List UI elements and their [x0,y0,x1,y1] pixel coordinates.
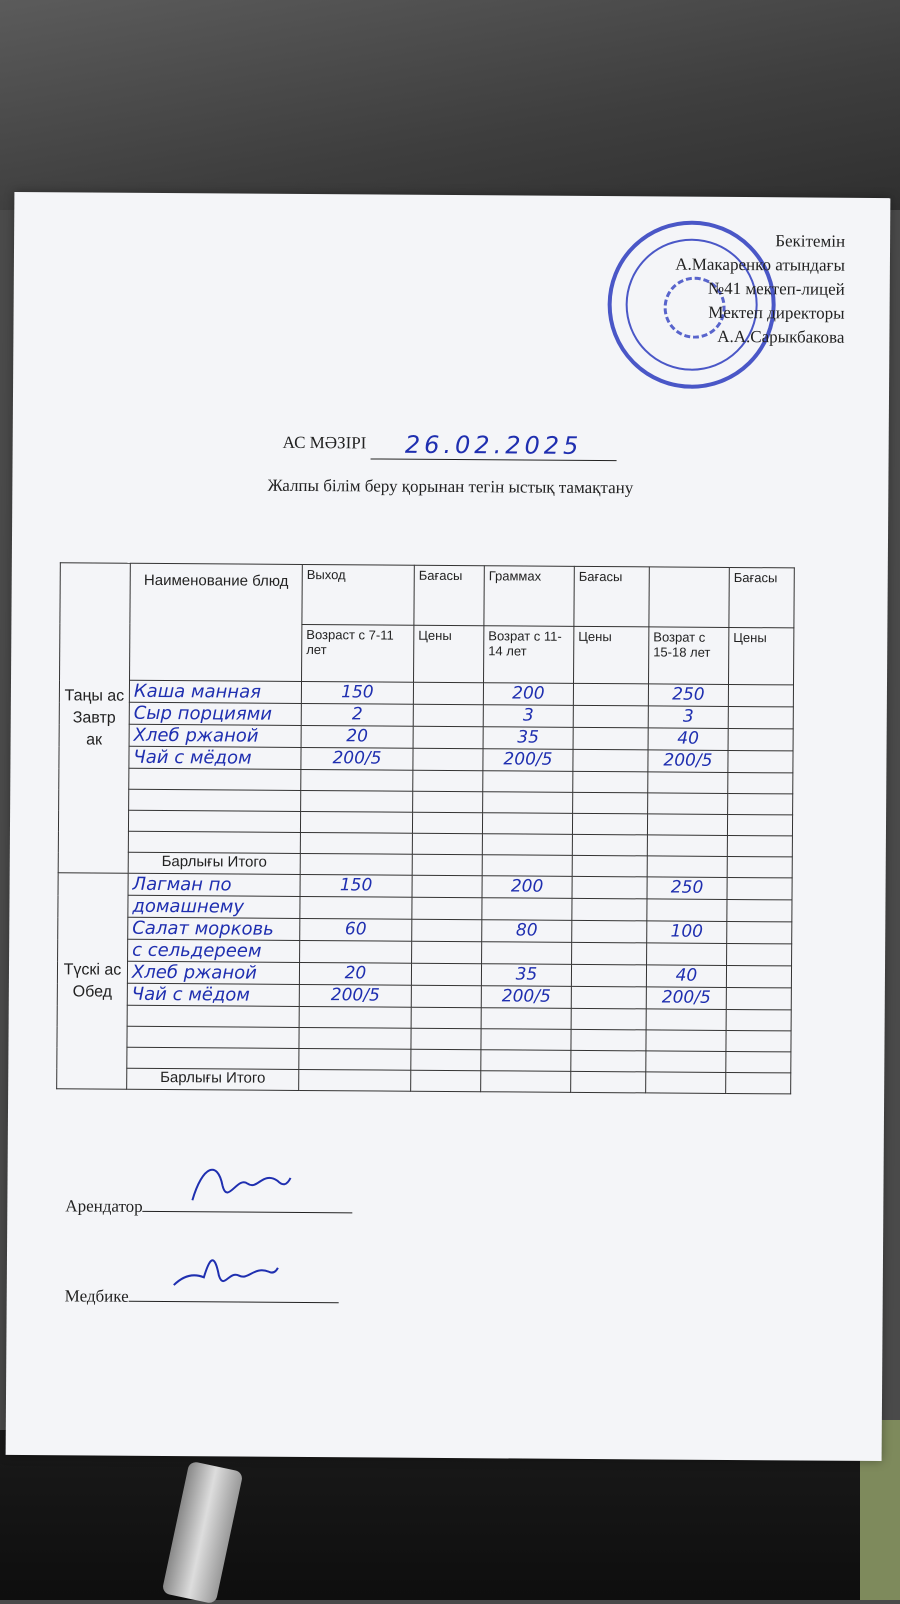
header-cell: Цены [414,625,484,682]
dish-name: Хлеб ржаной [131,961,257,984]
portion-11-14: 35 [515,964,538,985]
value-cell [481,964,571,987]
dish-name: Чай с мёдом [131,983,251,1006]
value-cell [301,747,413,770]
portion-7-11: 20 [344,963,367,984]
price-cell [728,684,793,706]
approval-line: Мектеп директоры [708,302,845,323]
approval-line: №41 мектеп-лицей [707,278,845,299]
dish-cell [129,680,301,703]
price-cell [727,921,792,943]
header-cell: Бағасы [729,567,794,627]
price-cell [412,875,482,897]
price-cell [572,942,647,965]
nurse-signature-row [65,1282,339,1308]
price-cell [573,683,648,706]
price-cell [413,726,483,748]
price-cell [726,987,791,1009]
header-cell: Бағасы [574,566,649,627]
dish-cell [129,746,301,769]
tenant-signature-mark [183,1155,293,1216]
value-cell [648,750,728,773]
value-cell [482,876,572,899]
approval-line: Бекітемін [775,231,846,251]
dish-name-header: Наименование блюд [130,563,303,681]
header-cell: Возраст с 7-11 лет [302,624,414,682]
header-cell: Цены [728,627,793,684]
value-cell [647,899,727,922]
value-cell [483,749,573,772]
portion-11-14: 200/5 [503,749,553,770]
value-cell [646,965,726,988]
value-cell [647,921,727,944]
portion-7-11: 200/5 [330,985,380,1006]
header-row [60,563,794,628]
price-cell [728,706,793,728]
dish-cell [127,983,299,1006]
portion-11-14: 200 [512,683,545,704]
price-cell [573,705,648,728]
price-cell [411,985,481,1007]
date-field [371,430,617,461]
value-cell [299,962,411,985]
dish-name: Каша манная [133,680,262,703]
section-breakfast: Таңы ас Завтр ак [58,563,130,873]
total-row [57,1068,791,1094]
header-cell: Выход [302,564,414,625]
dish-cell [128,895,300,918]
signature-line [129,1283,339,1303]
portion-7-11: 200/5 [332,748,382,769]
price-cell [413,748,483,770]
price-cell [413,704,483,726]
price-cell [571,964,646,987]
nurse-signature-mark [169,1245,279,1306]
portion-7-11: 20 [346,726,369,747]
signature-line [143,1193,353,1213]
menu-table [56,562,795,1094]
value-cell [481,986,571,1009]
dish-name: Лагман по [132,873,232,896]
portion-11-14: 200 [510,876,544,897]
approval-block [675,229,846,350]
menu-title: АС МӘЗІРІ [282,432,367,453]
dish-cell [128,917,300,940]
price-cell [413,682,483,704]
dish-name: Сыр порциями [133,702,273,725]
price-cell [573,749,648,772]
portion-7-11: 150 [339,875,373,896]
value-cell [301,725,413,748]
portion-15-18: 250 [672,684,705,705]
value-cell [301,681,413,704]
tenant-label: Арендатор [65,1196,143,1216]
dish-name: Салат морковь [132,917,274,940]
value-cell [482,942,572,965]
header-cell [649,567,729,628]
portion-11-14: 80 [515,920,538,941]
value-cell [648,706,728,729]
value-cell [648,684,728,707]
price-cell [572,920,647,943]
portion-15-18: 200/5 [663,750,713,771]
dish-cell [128,873,300,896]
dish-name: Чай с мёдом [133,746,252,769]
header-cell: Цены [574,626,649,684]
price-cell [727,877,792,899]
price-cell [728,750,793,772]
dish-cell [129,724,301,747]
portion-7-11: 150 [341,682,374,703]
value-cell [482,920,572,943]
value-cell [300,874,412,897]
dish-name: домашнему [132,895,245,918]
menu-title-row [282,426,617,460]
tenant-signature-row [65,1192,353,1218]
portion-7-11: 60 [344,919,367,940]
portion-7-11: 2 [351,704,363,725]
portion-15-18: 200/5 [661,987,711,1008]
value-cell [300,918,412,941]
portion-15-18: 3 [682,706,694,727]
dish-name: с сельдереем [132,939,262,962]
price-cell [572,876,647,899]
nurse-label: Медбике [64,1286,129,1306]
menu-date: 26.02.2025 [404,430,583,460]
dish-name: Хлеб ржаной [133,724,259,747]
value-cell [646,987,726,1010]
value-cell [647,943,727,966]
value-cell [300,896,412,919]
price-cell [727,943,792,965]
price-cell [412,941,482,963]
portion-15-18: 40 [675,965,698,986]
price-cell [728,728,793,750]
dish-cell [129,702,301,725]
total-label: Барлығы Итого [127,1068,299,1090]
value-cell [648,728,728,751]
price-cell [573,727,648,750]
section-lunch: Түскі ас Обед [57,873,129,1089]
menu-sheet [6,192,891,1461]
menu-subtitle: Жалпы білім беру қорынан тегін ыстық тамақтану [267,475,634,498]
header-cell: Возрат с 11-14 лет [484,626,574,684]
value-cell [483,705,573,728]
portion-15-18: 100 [670,921,704,942]
background-surface [0,0,900,210]
header-cell: Бағасы [414,565,484,625]
price-cell [411,963,481,985]
value-cell [300,940,412,963]
portion-11-14: 200/5 [501,986,551,1007]
portion-11-14: 3 [522,705,534,726]
total-label: Барлығы Итого [128,852,300,874]
value-cell [483,727,573,750]
price-cell [412,919,482,941]
header-cell: Возрат с 15-18 лет [649,627,729,685]
price-cell [727,899,792,921]
price-cell [571,986,646,1009]
price-cell [412,897,482,919]
value-cell [301,703,413,726]
value-cell [647,877,727,900]
value-cell [299,984,411,1007]
dish-cell [127,961,299,984]
value-cell [483,683,573,706]
header-cell: Граммах [484,566,574,627]
price-cell [572,898,647,921]
dish-cell [128,939,300,962]
value-cell [482,898,572,921]
price-cell [726,965,791,987]
portion-11-14: 35 [517,727,540,748]
portion-15-18: 40 [677,728,700,749]
portion-15-18: 250 [670,877,704,898]
approval-line: А.Макаренко атындағы [675,254,845,275]
approval-line: А.А.Сарыкбакова [717,326,845,347]
